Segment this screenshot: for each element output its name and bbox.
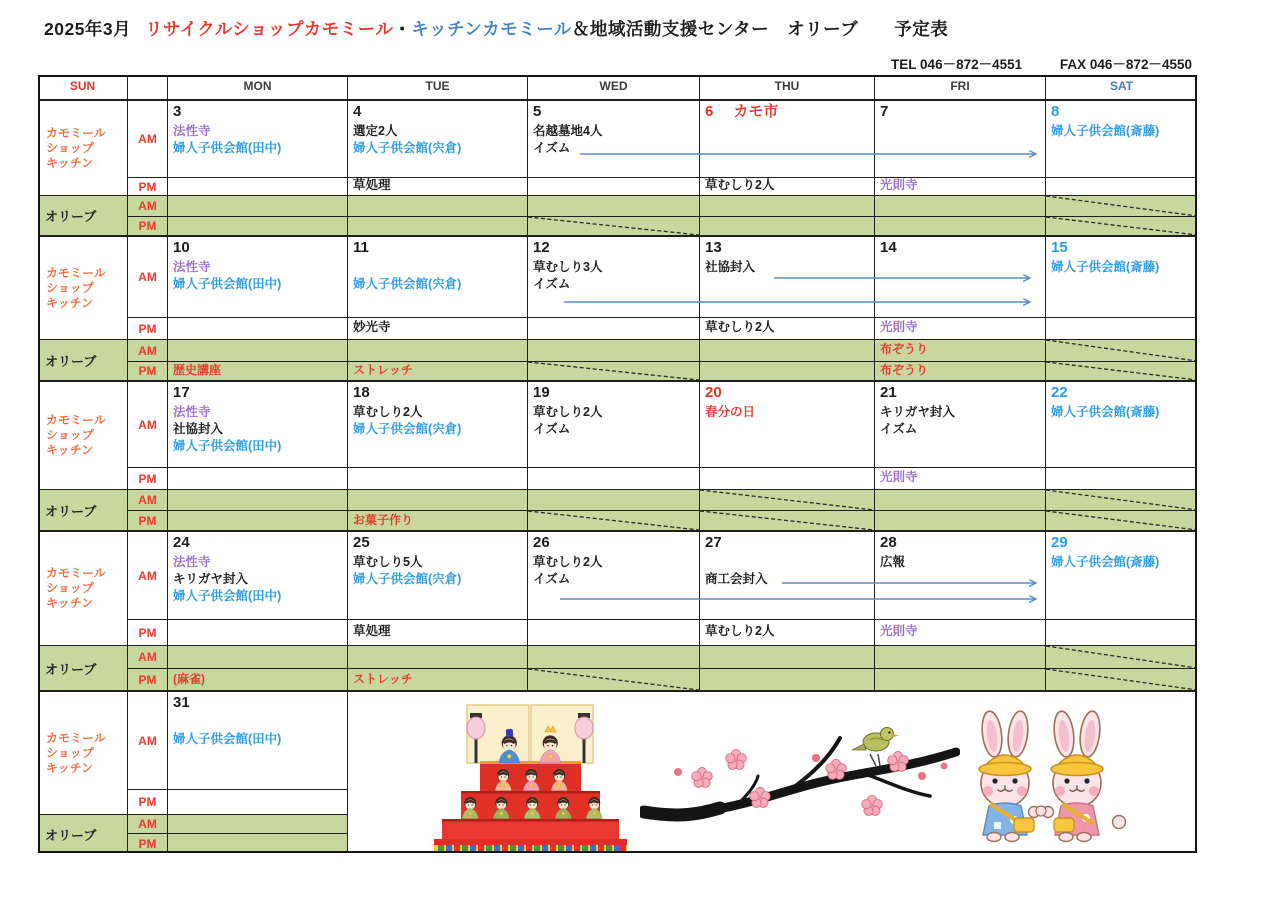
olive-activity: 歴史講座 (173, 363, 222, 377)
schedule-entry: イズム (533, 572, 571, 586)
olive-cell (168, 362, 348, 382)
olive-cell (348, 511, 528, 532)
calendar-cell-pm (168, 178, 348, 196)
olive-row-label: オリーブ (38, 196, 128, 237)
diagonal-strike (528, 669, 699, 690)
date-number: 15 (1051, 239, 1068, 256)
calendar-cell-pm (1046, 318, 1197, 340)
chamomile-row-label: カモミール ショップ キッチン (38, 532, 128, 646)
olive-cell (700, 669, 875, 692)
olive-cell (528, 511, 700, 532)
title-kitchen: キッチンカモミール (411, 19, 572, 39)
calendar-cell-am (168, 382, 348, 468)
diagonal-strike (1046, 196, 1197, 216)
am-label: AM (128, 382, 168, 468)
schedule-entry: 草むしり2人 (705, 320, 775, 334)
day-header-label: WED (599, 79, 628, 93)
olive-cell (348, 669, 528, 692)
olive-cell (168, 646, 348, 669)
date-number: 17 (173, 384, 190, 401)
olive-cell (528, 646, 700, 669)
schedule-entry: 法性寺 (173, 405, 211, 419)
olive-cell (700, 340, 875, 362)
schedule-entry: キリガヤ封入 (880, 405, 955, 419)
calendar-cell-pm (700, 318, 875, 340)
calendar-cell-am (875, 532, 1046, 620)
schedule-entry: 妙光寺 (353, 320, 391, 334)
date-number: 11 (353, 239, 369, 256)
fax-number: FAX 046－872－4550 (1059, 57, 1192, 72)
schedule-entry: 婦人子供会館(田中) (173, 277, 282, 291)
schedule-entry (700, 554, 874, 571)
diagonal-strike (1046, 217, 1197, 235)
olive-am-label: AM (128, 815, 168, 834)
calendar-cell-am (1046, 382, 1197, 468)
date-number: 25 (353, 534, 370, 551)
olive-row-label: オリーブ (38, 646, 128, 692)
calendar-cell-am (700, 101, 875, 178)
pm-label: PM (128, 790, 168, 815)
calendar-cell-pm (348, 468, 528, 490)
olive-am-label: AM (128, 196, 168, 217)
olive-row-label: オリーブ (38, 815, 128, 853)
diagonal-strike (1046, 511, 1197, 530)
calendar-cell-pm (168, 468, 348, 490)
olive-cell (528, 490, 700, 511)
title-separator: ・ (393, 19, 412, 39)
date-number: 4 (353, 103, 362, 120)
diagonal-strike (1046, 490, 1197, 510)
day-header-thu (700, 75, 875, 101)
date-number: 20 (705, 384, 722, 401)
day-header-label: SAT (1109, 79, 1134, 93)
am-label: AM (128, 237, 168, 318)
calendar-cell-am (528, 532, 700, 620)
tel-number: TEL 046－872－4551 (891, 57, 1023, 72)
calendar-cell-am (168, 101, 348, 178)
olive-cell (1046, 490, 1197, 511)
olive-pm-label: PM (128, 834, 168, 853)
diagonal-strike (700, 511, 874, 530)
olive-cell (875, 511, 1046, 532)
day-header-label: FRI (950, 79, 970, 93)
schedule-entry: 婦人子供会館(田中) (173, 439, 282, 453)
calendar-cell-pm (348, 318, 528, 340)
olive-cell (168, 490, 348, 511)
pm-label: PM (128, 178, 168, 196)
date-number: 31 (173, 694, 190, 711)
calendar-cell-pm (700, 620, 875, 646)
calendar-cell-am (700, 532, 875, 620)
olive-cell (1046, 196, 1197, 217)
schedule-entry: 婦人子供会館(宍倉) (353, 422, 462, 436)
schedule-entry: 広報 (880, 555, 906, 569)
date-number: 10 (173, 239, 190, 256)
date-number: 6 カモ市 (705, 103, 779, 120)
schedule-entry: 法性寺 (173, 555, 211, 569)
schedule-entry: イズム (533, 141, 571, 155)
olive-cell (168, 815, 348, 834)
olive-cell (1046, 669, 1197, 692)
olive-cell (528, 669, 700, 692)
date-note: カモ市 (733, 103, 779, 120)
olive-cell (168, 511, 348, 532)
calendar-cell-am (1046, 532, 1197, 620)
chamomile-row-label: カモミール ショップ キッチン (38, 382, 128, 490)
calendar-cell-pm (348, 620, 528, 646)
schedule-entry: 名越墓地4人 (533, 124, 603, 138)
schedule-entry: 婦人子供会館(宍倉) (353, 141, 462, 155)
pm-label: PM (128, 318, 168, 340)
chamomile-row-label: カモミール ショップ キッチン (38, 101, 128, 196)
title-month: 2025年3月 (44, 19, 132, 39)
schedule-entry: 草むしり2人 (705, 624, 775, 638)
calendar-cell-am (168, 692, 348, 790)
diagonal-strike (528, 217, 699, 235)
date-number: 13 (705, 239, 722, 256)
olive-cell (875, 340, 1046, 362)
plum-branch-illustration (640, 714, 960, 836)
day-header-sat (1046, 75, 1197, 101)
olive-cell (700, 511, 875, 532)
olive-cell (1046, 362, 1197, 382)
schedule-entry: 春分の日 (705, 405, 756, 419)
calendar-cell-pm (528, 318, 700, 340)
calendar-cell-am (528, 101, 700, 178)
olive-cell (875, 490, 1046, 511)
date-number: 24 (173, 534, 190, 551)
olive-row-label: オリーブ (38, 340, 128, 382)
schedule-entry: 法性寺 (173, 124, 211, 138)
olive-activity: ストレッチ (353, 672, 413, 686)
olive-cell (1046, 646, 1197, 669)
day-header-label: TUE (425, 79, 450, 93)
olive-cell (1046, 340, 1197, 362)
schedule-entry: 草むしり2人 (533, 555, 603, 569)
diagonal-strike (1046, 340, 1197, 361)
olive-row-label: オリーブ (38, 490, 128, 532)
date-number: 3 (173, 103, 182, 120)
diagonal-strike (528, 362, 699, 380)
olive-cell (168, 196, 348, 217)
day-header-tue (348, 75, 528, 101)
calendar-cell-pm (875, 178, 1046, 196)
day-header-label: MON (243, 79, 272, 93)
olive-cell (348, 362, 528, 382)
title-suffix: ＆地域活動支援センター オリーブ 予定表 (571, 19, 949, 39)
calendar-cell-am (875, 382, 1046, 468)
schedule-entry: キリガヤ封入 (173, 572, 248, 586)
olive-activity: (麻雀) (173, 672, 205, 686)
olive-cell (168, 669, 348, 692)
schedule-entry: 婦人子供会館(斎藤) (1051, 555, 1160, 569)
date-number: 19 (533, 384, 550, 401)
olive-cell (875, 646, 1046, 669)
olive-cell (1046, 511, 1197, 532)
olive-cell (700, 196, 875, 217)
date-number: 8 (1051, 103, 1060, 120)
calendar-cell-am (168, 532, 348, 620)
calendar-cell-am (168, 237, 348, 318)
day-header-wed (528, 75, 700, 101)
olive-cell (528, 196, 700, 217)
olive-cell (875, 669, 1046, 692)
schedule-entry (348, 259, 527, 276)
chamomile-row-label: カモミール ショップ キッチン (38, 237, 128, 340)
diagonal-strike (700, 490, 874, 510)
olive-activity: ストレッチ (353, 363, 413, 377)
date-number: 27 (705, 534, 722, 551)
olive-cell (348, 217, 528, 237)
schedule-entry: 婦人子供会館(宍倉) (353, 277, 462, 291)
day-header-label: SUN (69, 79, 96, 93)
schedule-entry: 婦人子供会館(田中) (173, 732, 282, 746)
calendar-cell-pm (1046, 468, 1197, 490)
calendar-cell-pm (875, 468, 1046, 490)
date-number: 7 (880, 103, 889, 120)
day-header-sun (38, 75, 128, 101)
calendar-cell-pm (528, 178, 700, 196)
olive-cell (700, 217, 875, 237)
pm-label: PM (128, 468, 168, 490)
schedule-entry: 草処理 (353, 178, 391, 192)
date-number: 5 (533, 103, 542, 120)
olive-pm-label: PM (128, 362, 168, 382)
schedule-entry: 草むしり2人 (533, 405, 603, 419)
am-label: AM (128, 101, 168, 178)
diagonal-strike (528, 511, 699, 530)
olive-cell (348, 490, 528, 511)
calendar-cell-am (700, 237, 875, 318)
artwork-area (348, 692, 1197, 853)
calendar-cell-am (1046, 237, 1197, 318)
date-number: 14 (880, 239, 897, 256)
am-label: AM (128, 692, 168, 790)
olive-cell (168, 834, 348, 853)
olive-pm-label: PM (128, 511, 168, 532)
olive-pm-label: PM (128, 669, 168, 692)
calendar-cell-pm (700, 468, 875, 490)
date-number: 26 (533, 534, 550, 551)
schedule-entry: 光則寺 (880, 178, 918, 192)
schedule-entry: 婦人子供会館(田中) (173, 589, 282, 603)
olive-am-label: AM (128, 340, 168, 362)
olive-activity: 布ぞうり (880, 363, 929, 377)
calendar-cell-pm (528, 468, 700, 490)
olive-cell (1046, 217, 1197, 237)
schedule-entry: 選定2人 (353, 124, 398, 138)
calendar-cell-pm (1046, 178, 1197, 196)
olive-activity: お菓子作り (353, 513, 414, 527)
am-label: AM (128, 532, 168, 620)
date-number: 29 (1051, 534, 1068, 551)
schedule-entry: 社協封入 (173, 422, 224, 436)
olive-cell (168, 217, 348, 237)
schedule-entry: 草むしり2人 (705, 178, 775, 192)
schedule-entry: 婦人子供会館(田中) (173, 141, 282, 155)
calendar-cell-pm (168, 790, 348, 815)
calendar-cell-am (875, 101, 1046, 178)
schedule-entry: 婦人子供会館(斎藤) (1051, 124, 1160, 138)
schedule-entry (168, 714, 347, 731)
calendar-cell-pm (168, 318, 348, 340)
olive-cell (348, 196, 528, 217)
date-number: 22 (1051, 384, 1068, 401)
rabbits-illustration (948, 704, 1138, 846)
date-number: 18 (353, 384, 370, 401)
calendar-cell-am (1046, 101, 1197, 178)
calendar-cell-am (348, 382, 528, 468)
schedule-entry: イズム (533, 422, 571, 436)
title-recycle-shop: リサイクルショップカモミール (145, 19, 394, 39)
day-header-label: THU (774, 79, 800, 93)
schedule-entry: 婦人子供会館(斎藤) (1051, 405, 1160, 419)
calendar-cell-pm (168, 620, 348, 646)
olive-cell (168, 340, 348, 362)
date-number: 12 (533, 239, 550, 256)
day-header-fri (875, 75, 1046, 101)
schedule-entry: 商工会封入 (705, 572, 768, 586)
calendar-cell-am (528, 237, 700, 318)
calendar-cell-am (348, 237, 528, 318)
diagonal-strike (1046, 362, 1197, 380)
schedule-entry: 婦人子供会館(斎藤) (1051, 260, 1160, 274)
olive-cell (700, 490, 875, 511)
calendar-cell-pm (348, 178, 528, 196)
olive-cell (875, 362, 1046, 382)
schedule-entry: 社協封入 (705, 260, 756, 274)
date-number: 21 (880, 384, 897, 401)
calendar-cell-am (348, 101, 528, 178)
schedule-entry: 光則寺 (880, 320, 918, 334)
day-header-mon (168, 75, 348, 101)
schedule-entry: 婦人子供会館(宍倉) (353, 572, 462, 586)
day-header-blank (128, 75, 168, 101)
olive-cell (700, 646, 875, 669)
olive-cell (875, 196, 1046, 217)
calendar-cell-pm (528, 620, 700, 646)
calendar-cell-am (700, 382, 875, 468)
olive-cell (528, 217, 700, 237)
rabbit-right (1043, 710, 1126, 841)
olive-cell (348, 646, 528, 669)
schedule-entry: 法性寺 (173, 260, 211, 274)
calendar-cell-am (348, 532, 528, 620)
chamomile-row-label: カモミール ショップ キッチン (38, 692, 128, 815)
olive-cell (875, 217, 1046, 237)
olive-cell (528, 362, 700, 382)
schedule-entry: 光則寺 (880, 624, 918, 638)
calendar-cell-pm (1046, 620, 1197, 646)
diagonal-strike (1046, 669, 1197, 690)
calendar-cell-am (528, 382, 700, 468)
pm-label: PM (128, 620, 168, 646)
schedule-entry: イズム (880, 422, 918, 436)
hina-dolls-illustration (428, 701, 632, 851)
olive-am-label: AM (128, 490, 168, 511)
schedule-entry: 草むしり3人 (533, 260, 603, 274)
schedule-entry: 草処理 (353, 624, 391, 638)
calendar-cell-am (875, 237, 1046, 318)
schedule-entry: 草むしり5人 (353, 555, 423, 569)
calendar-cell-pm (875, 620, 1046, 646)
schedule-entry: 草むしり2人 (353, 405, 423, 419)
calendar-cell-pm (875, 318, 1046, 340)
diagonal-strike (1046, 646, 1197, 668)
calendar-cell-pm (700, 178, 875, 196)
schedule-entry: イズム (533, 277, 571, 291)
olive-am-label: AM (128, 646, 168, 669)
rabbit-left (979, 710, 1040, 841)
olive-pm-label: PM (128, 217, 168, 237)
olive-cell (528, 340, 700, 362)
schedule-entry: 光則寺 (880, 470, 918, 484)
olive-cell (348, 340, 528, 362)
date-number: 28 (880, 534, 897, 551)
olive-cell (700, 362, 875, 382)
olive-activity: 布ぞうり (880, 342, 929, 356)
